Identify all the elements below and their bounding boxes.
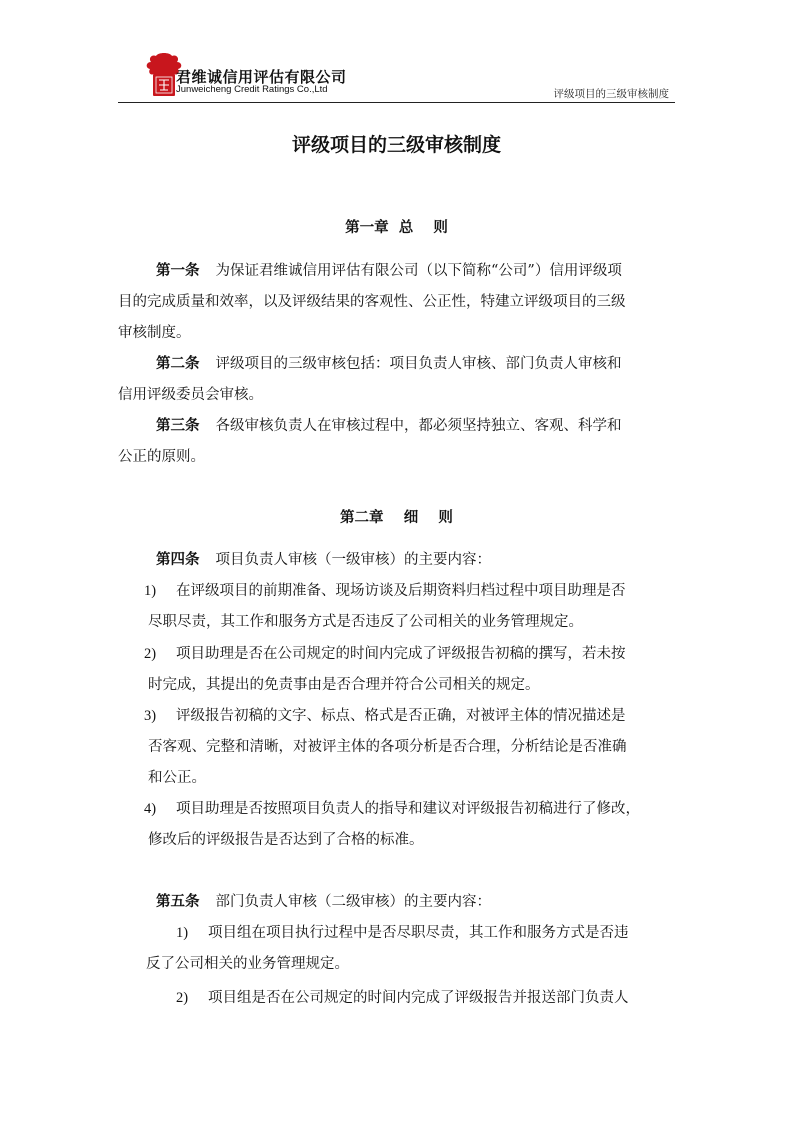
article-label: 第五条 bbox=[156, 894, 200, 910]
chapter-1-heading: 第一章 总 则 bbox=[345, 220, 448, 236]
article-text: 评级项目的三级审核包括：项目负责人审核、部门负责人审核和 bbox=[215, 356, 622, 372]
article-text: 审核制度。 bbox=[118, 325, 191, 341]
item-text: 反了公司相关的业务管理规定。 bbox=[146, 956, 349, 972]
item-text: 时完成，其提出的免责事由是否合理并符合公司相关的规定。 bbox=[148, 677, 540, 693]
article-3 bbox=[118, 411, 674, 473]
article-label: 第二条 bbox=[156, 356, 200, 372]
article-1 bbox=[118, 256, 674, 349]
list-item bbox=[118, 983, 678, 1014]
header-doc-name: 评级项目的三级审核制度 bbox=[553, 88, 669, 100]
article-label: 第三条 bbox=[156, 418, 200, 434]
article-2 bbox=[118, 349, 674, 411]
item-text: 项目助理是否按照项目负责人的指导和建议对评级报告初稿进行了修改， bbox=[176, 801, 640, 817]
article-text: 部门负责人审核（二级审核）的主要内容： bbox=[215, 894, 491, 910]
item-text: 修改后的评级报告是否达到了合格的标准。 bbox=[148, 832, 424, 848]
list-item bbox=[118, 701, 678, 794]
chapter-2-heading: 第二章 细 则 bbox=[340, 510, 453, 526]
item-number: 4) bbox=[144, 801, 157, 817]
item-text: 项目助理是否在公司规定的时间内完成了评级报告初稿的撰写，若未按 bbox=[176, 646, 626, 662]
article-text: 为保证君维诚信用评估有限公司（以下简称“公司”）信用评级项 bbox=[215, 263, 622, 279]
item-text: 项目组在项目执行过程中是否尽职尽责，其工作和服务方式是否违 bbox=[208, 925, 629, 941]
article-5-intro bbox=[118, 887, 674, 918]
article-text: 各级审核负责人在审核过程中，都必须坚持独立、客观、科学和 bbox=[215, 418, 622, 434]
article-text: 目的完成质量和效率，以及评级结果的客观性、公正性，特建立评级项目的三级 bbox=[118, 294, 626, 310]
company-name-en: Junweicheng Credit Ratings Co.,Ltd bbox=[176, 84, 328, 95]
article-text: 公正的原则。 bbox=[118, 449, 205, 465]
page-header bbox=[118, 52, 675, 103]
item-number: 2) bbox=[144, 646, 157, 662]
list-item bbox=[118, 639, 678, 701]
article-text: 项目负责人审核（一级审核）的主要内容： bbox=[215, 552, 491, 568]
item-number: 1) bbox=[144, 583, 157, 599]
list-item bbox=[118, 576, 678, 638]
article-text: 信用评级委员会审核。 bbox=[118, 387, 263, 403]
list-item bbox=[118, 918, 678, 980]
article-label: 第四条 bbox=[156, 552, 200, 568]
company-name-cn: 君维诚信用评估有限公司 bbox=[176, 68, 347, 86]
item-number: 3) bbox=[144, 708, 157, 724]
list-item bbox=[118, 794, 678, 856]
item-text: 评级报告初稿的文字、标点、格式是否正确，对被评主体的情况描述是 bbox=[176, 708, 626, 724]
item-text: 尽职尽责，其工作和服务方式是否违反了公司相关的业务管理规定。 bbox=[148, 614, 583, 630]
document-title: 评级项目的三级审核制度 bbox=[291, 134, 501, 156]
item-number: 2) bbox=[176, 990, 189, 1006]
item-text: 否客观、完整和清晰，对被评主体的各项分析是否合理，分析结论是否准确 bbox=[148, 739, 627, 755]
item-text: 项目组是否在公司规定的时间内完成了评级报告并报送部门负责人 bbox=[208, 990, 629, 1006]
item-text: 在评级项目的前期准备、现场访谈及后期资料归档过程中项目助理是否 bbox=[176, 583, 626, 599]
article-4-intro bbox=[118, 545, 674, 576]
article-label: 第一条 bbox=[156, 263, 200, 279]
item-text: 和公正。 bbox=[148, 770, 206, 786]
item-number: 1) bbox=[176, 925, 189, 941]
